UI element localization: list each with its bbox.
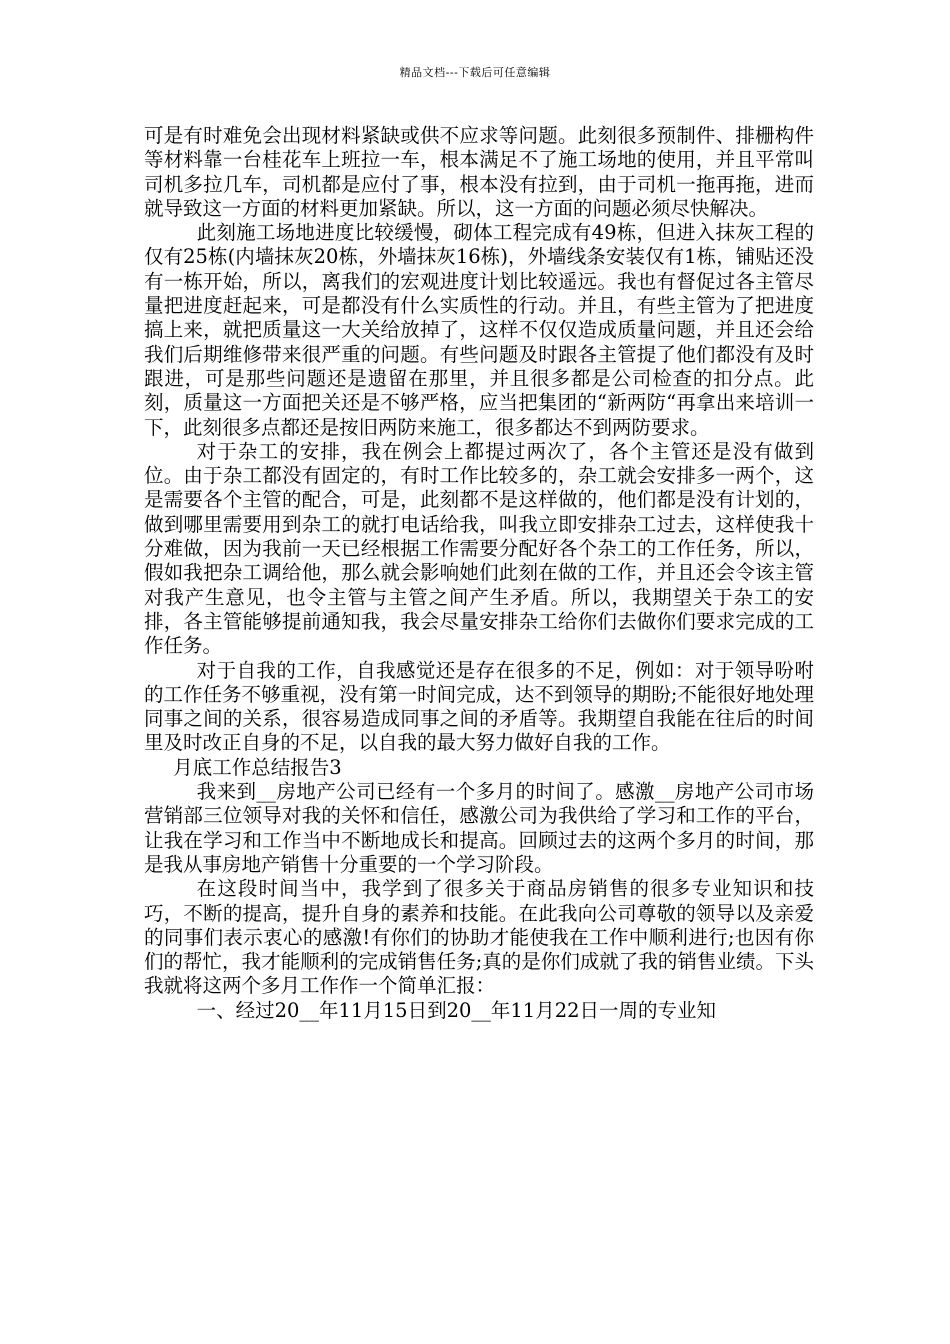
paragraph-6: 在这段时间当中，我学到了很多关于商品房销售的很多专业知识和技巧，不断的提高，提升自身的素养和技能。在此我向公司尊敬的领导以及亲爱的同事们表示衷心的感激!有你们的协助才能使我在工作中顺利进行;也因有你们的帮忙，我才能顺利的完成销售任务;真的是你们成就了我的销售业绩。下头我就将这两个多月工作作一个简单汇报： (144, 877, 814, 998)
page-header: 精品文档---下载后可任意编辑 (399, 66, 551, 79)
paragraph-4: 对于自我的工作，自我感觉还是存在很多的不足，例如：对于领导吩咐的工作任务不够重视，没有第一时间完成，达不到领导的期盼;不能很好地处理同事之间的关系，很容易造成同事之间的矛盾等。我期望自我能在往后的时间里及时改正自身的不足，以自我的最大努力做好自我的工作。 (144, 658, 814, 755)
document-body (144, 124, 814, 1023)
paragraph-3: 对于杂工的安排，我在例会上都提过两次了，各个主管还是没有做到位。由于杂工都没有固定的，有时工作比较多的，杂工就会安排多一两个，这是需要各个主管的配合，可是，此刻都不是这样做的，他们都是没有计划的，做到哪里需要用到杂工的就打电话给我，叫我立即安排杂工过去，这样使我十分难做，因为我前一天已经根据工作需要分配好各个杂工的工作任务，所以，假如我把杂工调给他，那么就会影响她们此刻在做的工作，并且还会令该主管对我产生意见，也令主管与主管之间产生矛盾。所以，我期望关于杂工的安排，各主管能够提前通知我，我会尽量安排杂工给你们去做你们要求完成的工作任务。 (144, 439, 814, 658)
paragraph-7: 一、经过20__年11月15日到20__年11月22日一周的专业知 (196, 998, 717, 1022)
section-heading: 月底工作总结报告3 (173, 755, 342, 779)
paragraph-2: 此刻施工场地进度比较缓慢，砌体工程完成有49栋，但进入抹灰工程的仅有25栋(内墙抹灰20栋，外墙抹灰16栋)，外墙线条安装仅有1栋，铺贴还没有一栋开始，所以，离我们的宏观进度计划比较遥远。我也有督促过各主管尽量把进度赶起来，可是都没有什么实质性的行动。并且，有些主管为了把进度搞上来，就把质量这一大关给放掉了，这样不仅仅造成质量问题，并且还会给我们后期维修带来很严重的问题。有些问题及时跟各主管提了他们都没有及时跟进，可是那些问题还是遗留在那里，并且很多都是公司检查的扣分点。此刻，质量这一方面把关还是不够严格，应当把集团的“新两防“再拿出来培训一下，此刻很多点都还是按旧两防来施工，很多都达不到两防要求。 (144, 221, 814, 439)
paragraph-5: 我来到__房地产公司已经有一个多月的时间了。感激__房地产公司市场营销部三位领导对我的关怀和信任，感激公司为我供给了学习和工作的平台，让我在学习和工作当中不断地成长和提高。回顾过去的这两个多月的时间，那是我从事房地产销售十分重要的一个学习阶段。 (144, 780, 814, 876)
paragraph-1: 可是有时难免会出现材料紧缺或供不应求等问题。此刻很多预制件、排栅构件等材料靠一台桂花车上班拉一车，根本满足不了施工场地的使用，并且平常叫司机多拉几车，司机都是应付了事，根本没有拉到，由于司机一拖再拖，进而就导致这一方面的材料更加紧缺。所以，这一方面的问题必须尽快解决。 (144, 124, 814, 220)
